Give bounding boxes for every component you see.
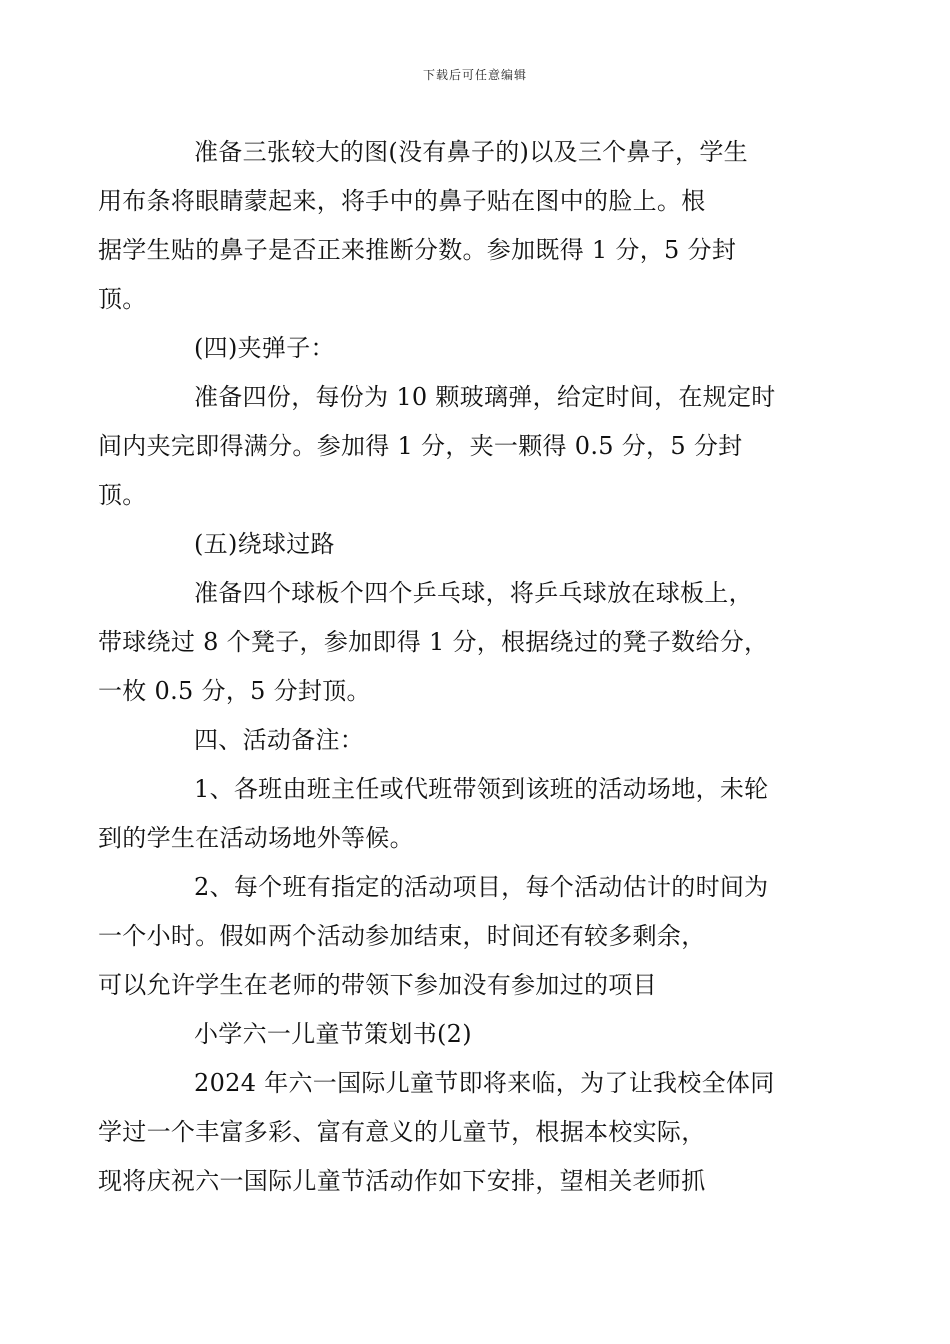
section-heading-ball-course bbox=[146, 520, 826, 569]
paragraph-marbles bbox=[98, 373, 826, 520]
text-line: 学过一个丰富多彩、富有意义的儿童节，根据本校实际， bbox=[98, 1118, 706, 1146]
paragraph-nose-game bbox=[98, 128, 826, 324]
section-heading-notes bbox=[146, 716, 826, 765]
section-heading-plan-2 bbox=[146, 1010, 826, 1059]
text-line: 现将庆祝六一国际儿童节活动作如下安排，望相关老师抓 bbox=[98, 1167, 706, 1195]
text-line: 四、活动备注： bbox=[194, 726, 365, 754]
paragraph-ball-course bbox=[98, 569, 826, 716]
text-line: (四)夹弹子： bbox=[194, 334, 335, 362]
text-line: 顶。 bbox=[98, 285, 147, 313]
section-heading-marbles bbox=[146, 324, 826, 373]
text-line: 间内夹完即得满分。参加得 1 分，夹一颗得 0.5 分，5 分封 bbox=[98, 432, 743, 460]
text-line: 带球绕过 8 个凳子，参加即得 1 分，根据绕过的凳子数给分， bbox=[98, 628, 769, 656]
paragraph-note-2 bbox=[98, 863, 826, 1010]
text-line: 2、每个班有指定的活动项目，每个活动估计的时间为 bbox=[194, 873, 769, 901]
text-line: 一枚 0.5 分，5 分封顶。 bbox=[98, 677, 371, 705]
text-line: 1、各班由班主任或代班带领到该班的活动场地，未轮 bbox=[194, 775, 769, 803]
text-line: (五)绕球过路 bbox=[194, 530, 335, 558]
paragraph-note-1 bbox=[98, 765, 826, 863]
text-line: 到的学生在活动场地外等候。 bbox=[98, 824, 414, 852]
text-line: 准备三张较大的图(没有鼻子的)以及三个鼻子，学生 bbox=[194, 138, 748, 166]
text-line: 据学生贴的鼻子是否正来推断分数。参加既得 1 分，5 分封 bbox=[98, 236, 737, 264]
text-line: 小学六一儿童节策划书(2) bbox=[194, 1020, 472, 1048]
text-line: 准备四份，每份为 10 颗玻璃弹，给定时间，在规定时 bbox=[194, 383, 776, 411]
page-header: 下载后可任意编辑 bbox=[422, 68, 527, 82]
text-line: 2024 年六一国际儿童节即将来临，为了让我校全体同 bbox=[194, 1069, 775, 1097]
text-line: 可以允许学生在老师的带领下参加没有参加过的项目 bbox=[98, 971, 657, 999]
text-line: 用布条将眼睛蒙起来，将手中的鼻子贴在图中的脸上。根 bbox=[98, 187, 706, 215]
text-line: 准备四个球板个四个乒乓球，将乒乓球放在球板上， bbox=[194, 579, 753, 607]
document-body bbox=[98, 128, 826, 1206]
text-line: 一个小时。假如两个活动参加结束，时间还有较多剩余， bbox=[98, 922, 706, 950]
paragraph-intro bbox=[98, 1059, 826, 1206]
text-line: 顶。 bbox=[98, 481, 147, 509]
